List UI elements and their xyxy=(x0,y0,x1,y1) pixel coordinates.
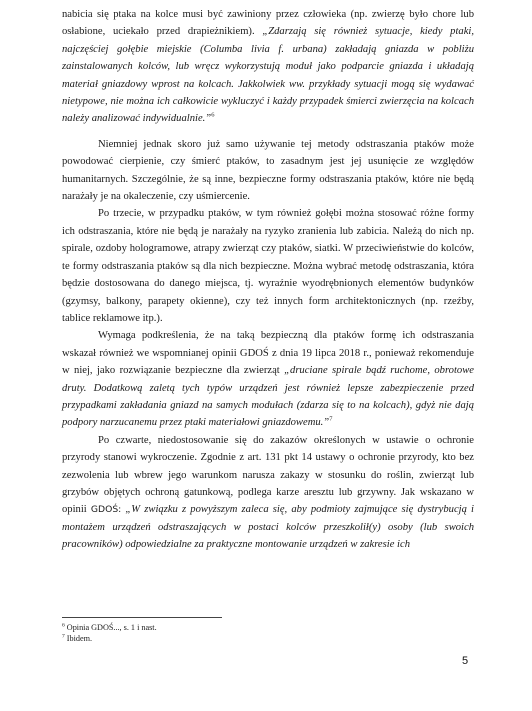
paragraph-1-text: nabicia się ptaka na kolce musi być zawiniony przez człowieka (np. zwierzę było chore lub osłabione, uciekało przed drapieżnikiem). xyxy=(62,9,474,38)
quote-pigeons: „Zdarzają się również sytuacje, kiedy ptaki, najczęściej gołębie miejskie (Columba livia f. urbana) zakładają gniazda w pobliżu zainstalowanych kolców, lub wręcz wykorzystują moduł jako podparcie gniazda i układają materiał gniazdowy wprost na kolcach. Jakkolwiek ww. przykłady sytuacji mogą się wydawać nietypowe, nie można ich całkowicie wykluczyć i każdy przypadek śmierci zwierzęcia na kolcach należy analizować indywidualnie.” xyxy=(62,26,474,125)
paragraph-4 xyxy=(62,327,474,431)
footnote-6 xyxy=(62,622,474,633)
footnote-ref-7: 7 xyxy=(329,415,333,423)
paragraph-3: Po trzecie, w przypadku ptaków, w tym również gołębi można stosować różne formy ich odstraszania, które nie będą je narażały na ryzyko zranienia lub zabicia. Należą do nich np. spirale, ozdoby hologramowe, atrapy zwierząt czy ptaków, siatki. W przeciwieństwie do kolców, te formy odstraszania ptaków są dla nich bezpieczne. Można wybrać metodę odstraszania, która będzie dostosowana do danego miejsca, tj. wyraźnie wyodrębnionych elementów budynków (gzymsy, balkony, parapety okienne), czy też innych form architektonicznych (np. rzeźby, tablice reklamowe itp.). xyxy=(62,208,474,324)
quote-spirals: „druciane spirale bądź ruchome, obrotowe druty. Dodatkową zaletą tych typów urządzeń jest również lepsze zabezpieczenie przed przypadkami zakładania gniazd na samych modułach (zdarza się to na kolcach), gdyż nie dają podpory narzucanemu przez ptaki materiałowi gniazdowemu.” xyxy=(62,365,474,429)
footnote-7 xyxy=(62,633,474,644)
footnotes xyxy=(62,617,474,644)
page-number: 5 xyxy=(462,655,469,667)
footnote-6-number: 6 xyxy=(62,622,65,629)
footnote-ref-6: 6 xyxy=(211,111,215,119)
footnote-separator xyxy=(62,617,222,618)
footnote-7-text: Ibidem. xyxy=(64,634,93,643)
quote-training: „W związku z powyższym zaleca się, aby podmioty zajmujące się dystrybucją i montażem urządzeń odstraszających w postaci kolców przeszkolił(y) osoby (lub swoich pracowników) odpowiedzialne za praktyczne montowanie urządzeń w zakresie ich xyxy=(62,504,474,551)
paragraph-5 xyxy=(62,432,474,554)
paragraph-1 xyxy=(62,6,474,128)
gdos-label: GDOŚ: xyxy=(90,504,122,516)
footnote-7-number: 7 xyxy=(62,633,65,640)
body-text xyxy=(62,6,474,554)
footnote-6-text: Opinia GDOŚ..., s. 1 i nast. xyxy=(64,623,157,632)
paragraph-5-text: Po czwarte, niedostosowanie się do zakazów określonych w ustawie o ochronie przyrody stanowi wykroczenie. Zgodnie z art. 131 pkt 14 ustawy o ochronie przyrody, kto bez zezwolenia lub wbrew jego warunkom narusza zakazy w stosunku do roślin, zwierząt lub grzybów objętych ochroną gatunkową, podlega karze aresztu lub grzywny. Jak wskazano w opinii xyxy=(62,434,474,516)
paragraph-4-text: Wymaga podkreślenia, że na taką bezpieczną dla ptaków formę ich odstraszania wskazał również we wspomnianej opinii GDOŚ z dnia 19 lipca 2018 r., ponieważ rekomenduje w niej, jako rozwiązanie bezpieczne dla zwierząt xyxy=(62,330,474,377)
paragraph-2: Niemniej jednak skoro już samo używanie tej metody odstraszania ptaków może powodować cierpienie, czy śmierć ptaków, to zasadnym jest jej usunięcie ze względów humanitarnych. Szczególnie, że są inne, bezpieczne formy odstraszania ptaków, które nie będą narażały je na okaleczenie, czy uśmiercenie. xyxy=(62,138,474,203)
